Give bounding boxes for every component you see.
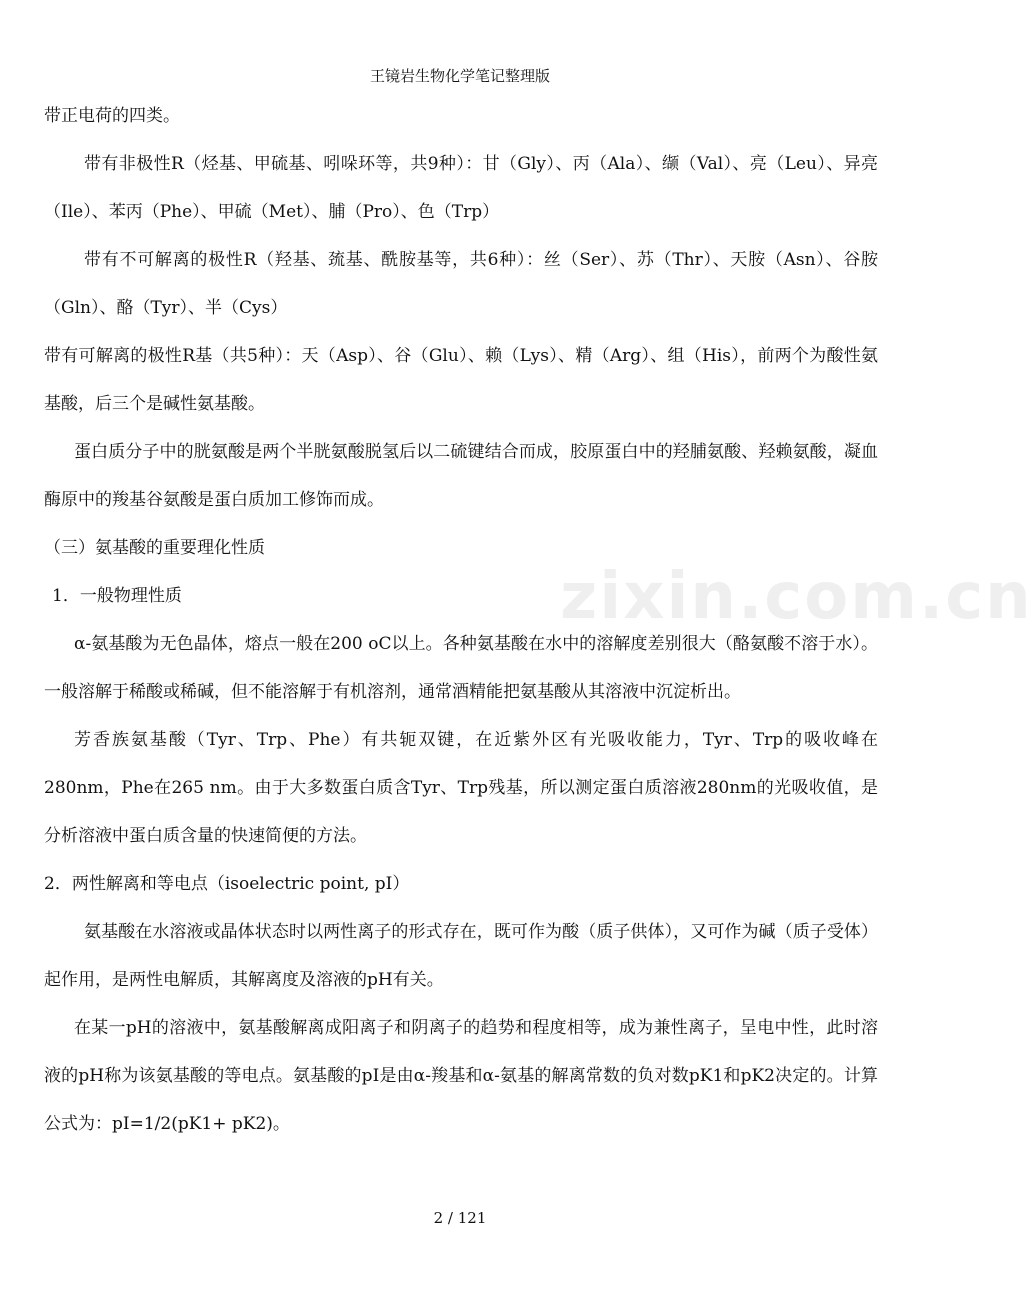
paragraph: 带正电荷的四类。 [44,106,180,126]
paragraph: 在某一pH的溶液中，氨基酸解离成阳离子和阴离子的趋势和程度相等，成为兼性离子，呈电中性，此时溶液的pH称为该氨基酸的等电点。氨基酸的pI是由α-羧基和α-氨基的解离常数的负对数pK1和pK2决定的。计算公式为：pI=1/2(pK1+ pK2)。 [44,1018,878,1134]
page-number: 2 / 121 [433,1209,487,1227]
paragraph: 带有不可解离的极性R（羟基、巯基、酰胺基等，共6种）：丝（Ser）、苏（Thr）、天胺（Asn）、谷胺（Gln）、酪（Tyr）、半（Cys） [44,250,878,318]
paragraph: 带有可解离的极性R基（共5种）：天（Asp）、谷（Glu）、赖（Lys）、精（Arg）、组（His），前两个为酸性氨基酸，后三个是碱性氨基酸。 [44,346,878,414]
subsection-heading: 1．一般物理性质 [52,586,182,606]
paragraph: 氨基酸在水溶液或晶体状态时以两性离子的形式存在，既可作为酸（质子供体），又可作为碱（质子受体）起作用，是两性电解质，其解离度及溶液的pH有关。 [44,922,878,990]
watermark: zixin.com.cn [560,560,1033,634]
section-heading: （三）氨基酸的重要理化性质 [44,538,265,558]
paragraph: 芳香族氨基酸（Tyr、Trp、Phe）有共轭双键，在近紫外区有光吸收能力，Tyr、Trp的吸收峰在280nm，Phe在265 nm。由于大多数蛋白质含Tyr、Trp残基，所以测定蛋白质溶液280nm的光吸收值，是分析溶液中蛋白质含量的快速简便的方法。 [44,730,878,846]
subsection-heading: 2．两性解离和等电点（isoelectric point, pI） [44,874,410,894]
paragraph: α-氨基酸为无色晶体，熔点一般在200 oC以上。各种氨基酸在水中的溶解度差别很大（酪氨酸不溶于水）。一般溶解于稀酸或稀碱，但不能溶解于有机溶剂，通常酒精能把氨基酸从其溶液中沉淀析出。 [44,634,878,702]
body-text [44,92,878,1148]
running-header: 王镜岩生物化学笔记整理版 [369,67,550,85]
paragraph: 带有非极性R（烃基、甲硫基、吲哚环等，共9种）：甘（Gly）、丙（Ala）、缬（Val）、亮（Leu）、异亮（Ile）、苯丙（Phe）、甲硫（Met）、脯（Pro）、色（Trp） [44,154,878,222]
paragraph: 蛋白质分子中的胱氨酸是两个半胱氨酸脱氢后以二硫键结合而成，胶原蛋白中的羟脯氨酸、羟赖氨酸，凝血酶原中的羧基谷氨酸是蛋白质加工修饰而成。 [44,442,878,510]
